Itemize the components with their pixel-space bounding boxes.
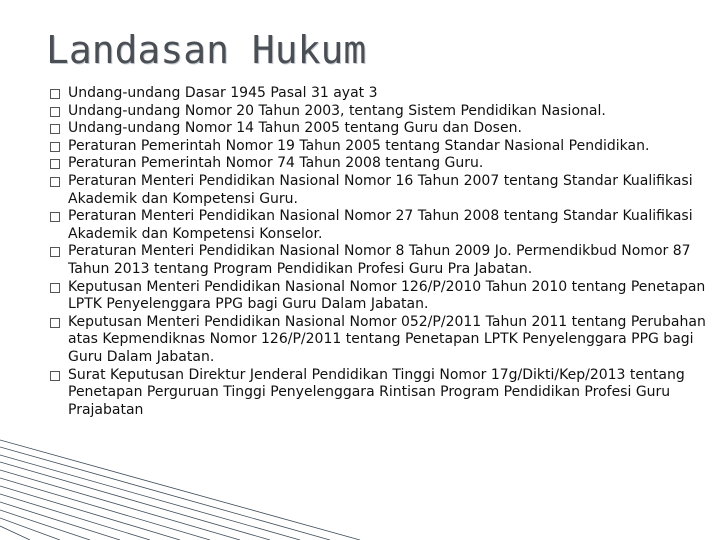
square-bullet-icon xyxy=(50,318,60,328)
square-bullet-icon xyxy=(50,107,60,117)
list-item xyxy=(50,208,710,243)
square-bullet-icon xyxy=(50,124,60,134)
list-item xyxy=(50,243,710,278)
list-item-text: Surat Keputusan Direktur Jenderal Pendidikan Tinggi Nomor 17g/Dikti/Kep/2013 tentang Penetapan Perguruan Tinggi Penyelenggara Rintisan Program Pendidikan Profesi Guru Prajabatan xyxy=(68,366,685,418)
list-item-text: Peraturan Menteri Pendidikan Nasional Nomor 16 Tahun 2007 tentang Standar Kualifikasi Akademik dan Kompetensi Guru. xyxy=(68,172,693,207)
square-bullet-icon xyxy=(50,283,60,293)
list-item-text: Peraturan Pemerintah Nomor 19 Tahun 2005 tentang Standar Nasional Pendidikan. xyxy=(68,137,650,154)
square-bullet-icon xyxy=(50,247,60,257)
list-item xyxy=(50,85,710,103)
legal-basis-list xyxy=(50,85,710,419)
slide-title: Landasan Hukum xyxy=(46,28,367,72)
list-item-text: Keputusan Menteri Pendidikan Nasional Nomor 052/P/2011 Tahun 2011 tentang Perubahan atas Kepmendiknas Nomor 126/P/2011 tentang Penetapan LPTK Penyelenggara PPG bagi Guru Dalam Jabatan. xyxy=(68,313,706,365)
list-item xyxy=(50,314,710,367)
list-item-text: Peraturan Menteri Pendidikan Nasional Nomor 8 Tahun 2009 Jo. Permendikbud Nomor 87 Tahun 2013 tentang Program Pendidikan Profesi Guru Pra Jabatan. xyxy=(68,243,691,277)
square-bullet-icon xyxy=(50,89,60,99)
square-bullet-icon xyxy=(50,142,60,152)
square-bullet-icon xyxy=(50,159,60,169)
list-item xyxy=(50,103,710,121)
list-item xyxy=(50,173,710,208)
list-item xyxy=(50,120,710,138)
list-item xyxy=(50,155,710,173)
square-bullet-icon xyxy=(50,177,60,187)
list-item-text: Keputusan Menteri Pendidikan Nasional Nomor 126/P/2010 Tahun 2010 tentang Penetapan LPTK Penyelenggara PPG bagi Guru Dalam Jabatan. xyxy=(68,278,706,313)
list-item xyxy=(50,138,710,156)
square-bullet-icon xyxy=(50,371,60,381)
list-item-text: Peraturan Menteri Pendidikan Nasional Nomor 27 Tahun 2008 tentang Standar Kualifikasi Akademik dan Kompetensi Konselor. xyxy=(68,208,693,242)
square-bullet-icon xyxy=(50,212,60,222)
list-item-text: Undang-undang Nomor 14 Tahun 2005 tentang Guru dan Dosen. xyxy=(68,120,522,137)
list-item xyxy=(50,279,710,314)
list-item-text: Undang-undang Nomor 20 Tahun 2003, tentang Sistem Pendidikan Nasional. xyxy=(68,102,606,119)
list-item xyxy=(50,367,710,420)
list-item-text: Undang-undang Dasar 1945 Pasal 31 ayat 3 xyxy=(68,85,378,101)
list-item-text: Peraturan Pemerintah Nomor 74 Tahun 2008 tentang Guru. xyxy=(68,155,484,172)
